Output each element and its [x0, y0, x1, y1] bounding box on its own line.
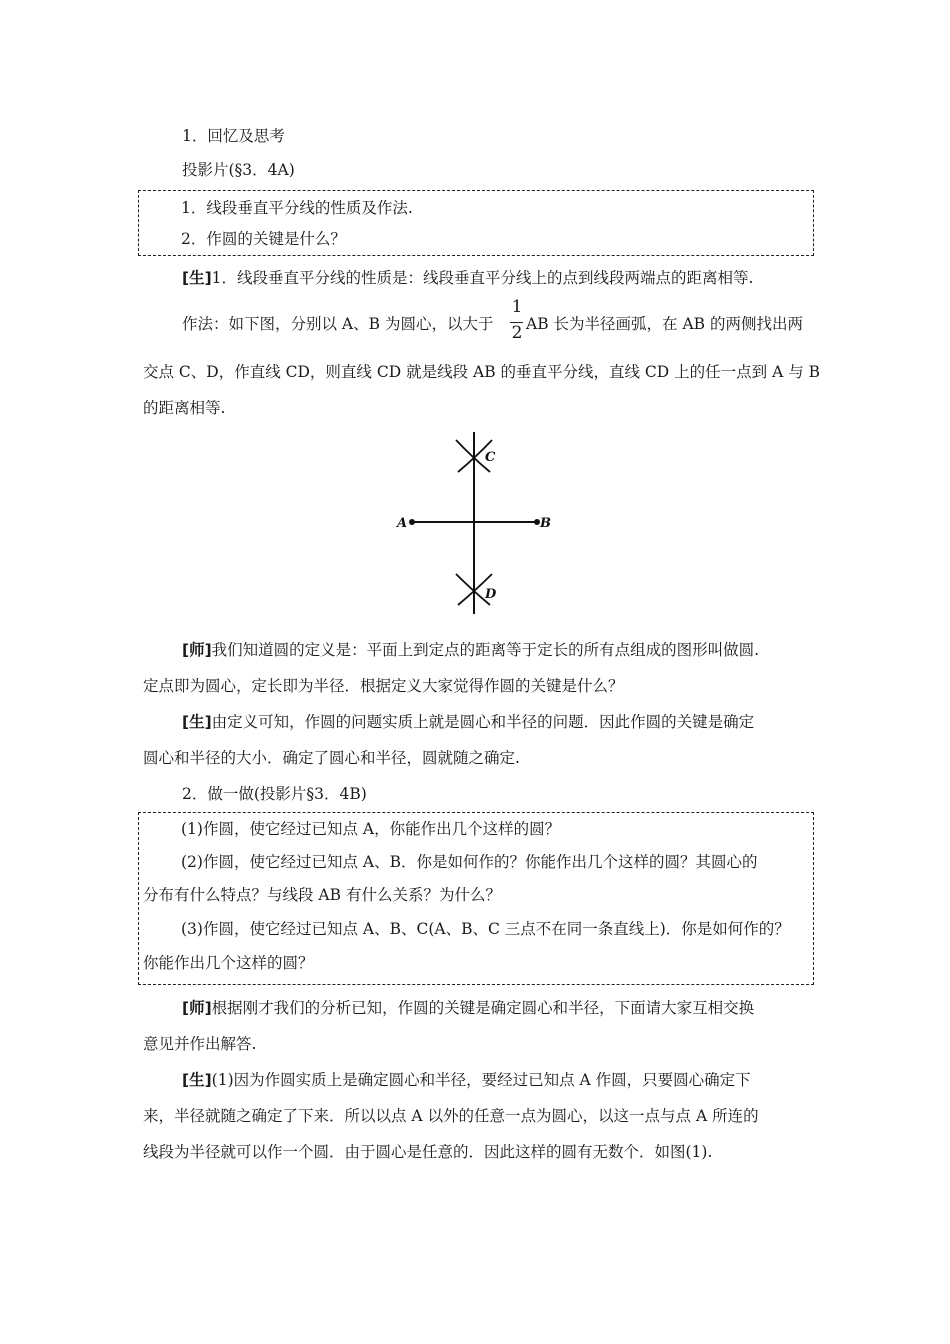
student3-line1: [182, 1070, 751, 1090]
box2-line3: 分布有什么特点？与线段 AB 有什么关系？为什么？: [143, 886, 501, 904]
student-tag: [生]: [182, 269, 212, 287]
answer1-line: [182, 268, 753, 288]
question-box-2: [138, 812, 814, 985]
label-a: A: [397, 516, 408, 531]
student3-line3: 线段为半径就可以作一个圆．由于圆心是任意的．因此这样的圆有无数个．如图(1).: [143, 1143, 713, 1161]
method-line1-after: AB 长为半径画弧，在 AB 的两侧找出两: [526, 315, 803, 333]
teacher1-line2: 定点即为圆心，定长即为半径．根据定义大家觉得作圆的关键是什么？: [143, 677, 624, 695]
student2-line2: 圆心和半径的大小．确定了圆心和半径，圆就随之确定.: [143, 749, 520, 767]
box2-line5: 你能作出几个这样的圆？: [143, 954, 314, 972]
section2-heading: 2．做一做(投影片§3．4B): [182, 785, 367, 803]
teacher2-line1: [182, 998, 754, 1018]
question-item-1: 1．线段垂直平分线的性质及作法.: [181, 199, 413, 217]
answer1-text: 1．线段垂直平分线的性质是：线段垂直平分线上的点到线段两端点的距离相等.: [211, 269, 754, 287]
method-line1-before: 作法：如下图，分别以 A、B 为圆心，以大于: [182, 315, 494, 333]
student-tag: [生]: [182, 713, 212, 731]
method-line2: 交点 C、D，作直线 CD，则直线 CD 就是线段 AB 的垂直平分线，直线 CD 上的任一点到 A 与 B: [143, 363, 821, 381]
box2-line1: (1)作圆，使它经过已知点 A，你能作出几个这样的圆？: [181, 820, 561, 838]
fraction-numerator: 1: [511, 297, 523, 317]
box2-line4: (3)作圆，使它经过已知点 A、B、C(A、B、C 三点不在同一条直线上)．你是如何作的？: [181, 920, 790, 938]
question-box-1: [138, 190, 814, 256]
student3-line2: 来，半径就随之确定了下来．所以以点 A 以外的任意一点为圆心，以这一点与点 A 所连的: [143, 1107, 759, 1125]
teacher-tag: [师]: [182, 999, 212, 1017]
teacher2-text1: 根据刚才我们的分析已知，作圆的关键是确定圆心和半径，下面请大家互相交换: [211, 999, 755, 1017]
student3-text1: (1)因为作圆实质上是确定圆心和半径，要经过已知点 A 作圆，只要圆心确定下: [211, 1071, 751, 1089]
label-b: B: [540, 516, 551, 531]
teacher2-line2: 意见并作出解答.: [143, 1035, 257, 1053]
slide-label-a: 投影片(§3．4A): [182, 161, 295, 179]
student2-line1: [182, 712, 754, 732]
perpendicular-bisector-figure: [376, 424, 576, 624]
label-d: D: [485, 587, 497, 602]
teacher1-line1: [182, 640, 759, 660]
section1-heading: 1．回忆及思考: [182, 127, 285, 145]
teacher1-text1: 我们知道圆的定义是：平面上到定点的距离等于定长的所有点组成的图形叫做圆.: [211, 641, 760, 659]
label-c: C: [485, 450, 496, 465]
method-line3: 的距离相等.: [143, 399, 226, 417]
point-a: [409, 519, 415, 525]
teacher-tag: [师]: [182, 641, 212, 659]
fraction-denominator: 2: [511, 323, 523, 343]
student-tag: [生]: [182, 1071, 212, 1089]
question-item-2: 2．作圆的关键是什么？: [181, 230, 346, 248]
student2-text1: 由定义可知，作圆的问题实质上就是圆心和半径的问题．因此作圆的关键是确定: [211, 713, 755, 731]
box2-line2: (2)作圆，使它经过已知点 A、B．你是如何作的？你能作出几个这样的圆？其圆心的: [181, 853, 758, 871]
